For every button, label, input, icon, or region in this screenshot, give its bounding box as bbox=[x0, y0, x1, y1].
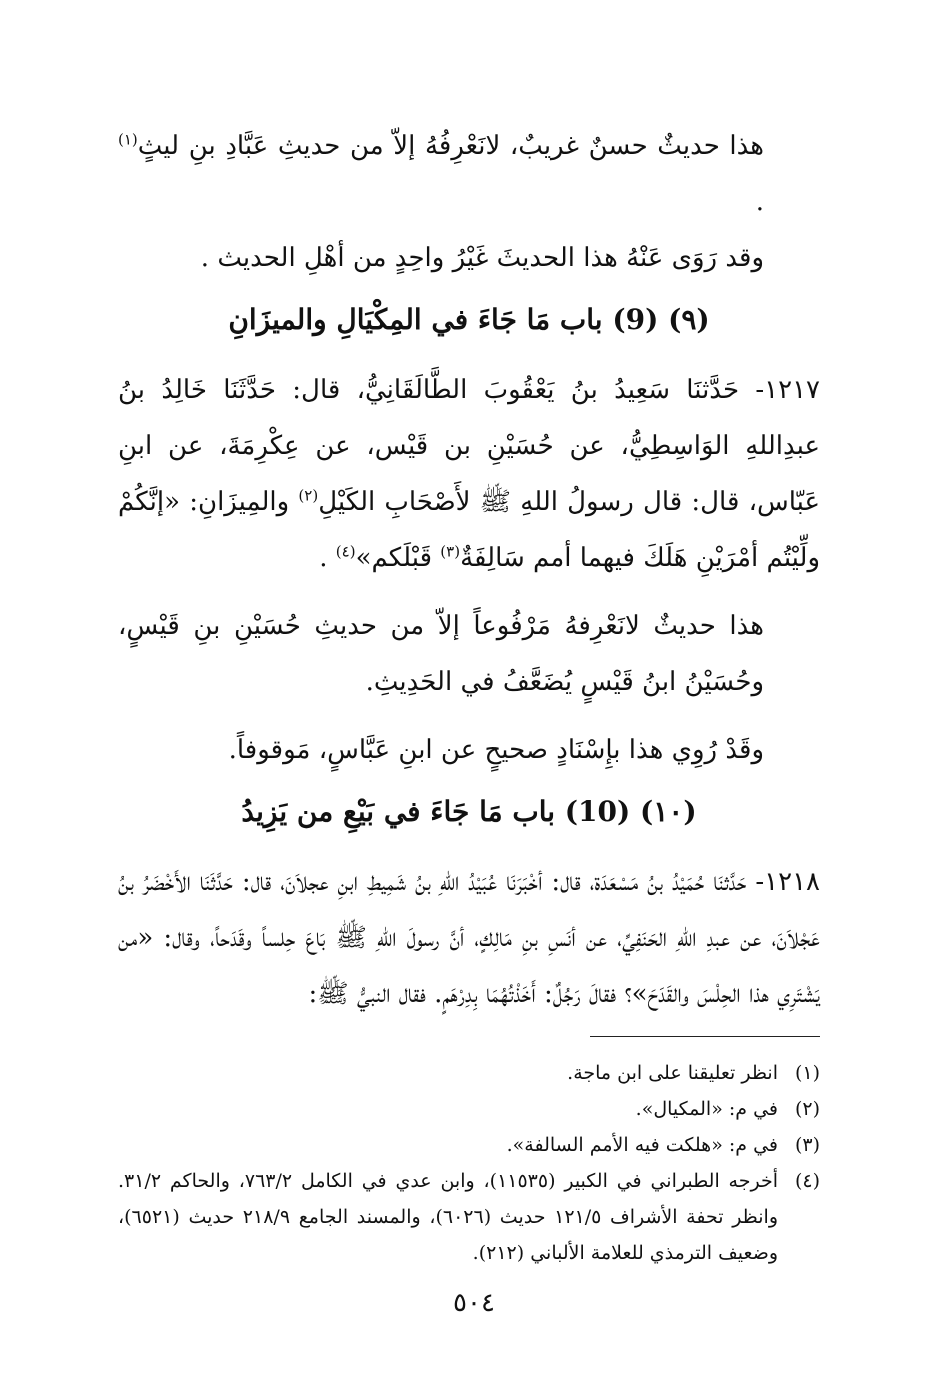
footnote-ref-1[interactable]: (١) bbox=[118, 130, 138, 149]
footnote-number: (٤) bbox=[794, 1170, 820, 1192]
text-run: قَبْلَكم» bbox=[355, 543, 441, 573]
footnote-ref-4[interactable]: (٤) bbox=[335, 542, 356, 561]
paragraph-marfu: هذا حديثٌ لانَعْرِفهُ مَرْفُوعاً إلاّ من حديثِ حُسَيْنِ بنِ قَيْسٍ، وحُسَيْنُ ابنُ قَيْسٍ يُضَعَّفُ في الحَدِيثِ. bbox=[118, 611, 764, 697]
footnote-number: (٢) bbox=[794, 1098, 820, 1120]
footnote-text: انظر تعليقنا على ابن ماجة. bbox=[567, 1062, 778, 1084]
paragraph-mawquf: وقَدْ رُوِي هذا بإِسْنَادٍ صحيحٍ عن ابنِ عَبَّاسٍ، مَوقوفاً. bbox=[228, 735, 764, 765]
paragraph-rawa-anhu: وقد رَوَى عَنْهُ هذا الحديثَ غَيْرُ واحِدٍ من أهْلِ الحديث . bbox=[200, 243, 764, 273]
footnotes-list bbox=[118, 1055, 820, 1271]
spacer bbox=[118, 586, 820, 598]
chapter-heading-9: (٩) (9) باب مَا جَاءَ في المِكْيَالِ والميزَانِ bbox=[228, 303, 710, 336]
spacer bbox=[118, 710, 820, 722]
footnote-number: (٣) bbox=[794, 1134, 820, 1156]
text-run: ١٢١٧- حَدَّثنَا سَعِيدُ بنُ يَعْقُوبَ الطَّالَقَانِيُّ، قال: حَدَّثَنَا خَالِدُ بنُ عبدِاللهِ الوَاسِطِيُّ، عن حُسَيْنِ بن قَيْس، عن عِكْرِمَةَ، عن ابنِ عَبّاس، قال: قال رسولُ اللهِ ﷺ لأَصْحَابِ الكَيْلِ bbox=[118, 375, 821, 517]
footnote-1 bbox=[118, 1055, 820, 1091]
hadith-1218: ١٢١٨- حَدَّثنَا حُمَيْدُ بنُ مَسْعَدَة، قال: أخْبَرَنَا عُبَيْدُ اللهِ بنُ شَمِيطِ ابنِ عجلاَنَ، قال: حَدَّثَنَا الأَخْضَرُ بنُ عَجْلاَنَ، عن عبدِ اللهِ الحَنَفِيِّ، عن أنَسِ بنِ مَالِكٍ، أنَّ رسولَ اللهِ ﷺ بَاعَ حِلساً وقَدَحاً، وقال: «من يَشْتَرِي هذا الحِلْسَ والقَدَحَ»؟ فقالَ رَجُلٌ: أَخَذْتُهُمَا بِدِرْهَمٍ. فقال النبيُّ ﷺ: bbox=[118, 867, 820, 1009]
footnote-ref-2[interactable]: (٢) bbox=[298, 486, 319, 505]
footnote-text: في م: «المكيال». bbox=[635, 1098, 778, 1120]
text-run: . bbox=[755, 187, 764, 217]
paragraph-hasan-gharib bbox=[118, 118, 820, 230]
text-run: والمِيزَانِ: «إنَّكُمْ ولِّيْتُم أمْرَيْنِ هَلَكَ فيهما أمم سَالِفَةٌ bbox=[118, 487, 820, 573]
footnote-ref-3[interactable]: (٣) bbox=[440, 542, 461, 561]
text-run: . bbox=[319, 543, 336, 573]
footnote-4 bbox=[118, 1163, 820, 1271]
footnote-separator bbox=[590, 1036, 820, 1037]
footnote-2 bbox=[118, 1091, 820, 1127]
page-number: ٥٠٤ bbox=[453, 1288, 495, 1318]
footnote-3 bbox=[118, 1127, 820, 1163]
footnote-number: (١) bbox=[794, 1062, 820, 1084]
hadith-1217 bbox=[118, 362, 820, 586]
footnote-text: أخرجه الطبراني في الكبير (١١٥٣٥)، وابن عدي في الكامل ٧٦٣/٢، والحاكم ٣١/٢. وانظر تحفة الأشراف ١٢١/٥ حديث (٦٠٢٦)، والمسند الجامع ٢١٨/٩ حديث (٦٥٢١)، وضعيف الترمذي للعلامة الألباني (٢١٢). bbox=[118, 1170, 779, 1264]
footnote-text: في م: «هلكت فيه الأمم السالفة». bbox=[506, 1134, 778, 1156]
text-run: هذا حديثٌ حسنٌ غريبٌ، لانَعْرِفُهُ إلاّ من حديثِ عَبَّادِ بنِ ليثٍ bbox=[137, 131, 764, 161]
chapter-heading-10: (١٠) (10) باب مَا جَاءَ في بَيْعِ من يَزِيدُ bbox=[241, 795, 697, 828]
